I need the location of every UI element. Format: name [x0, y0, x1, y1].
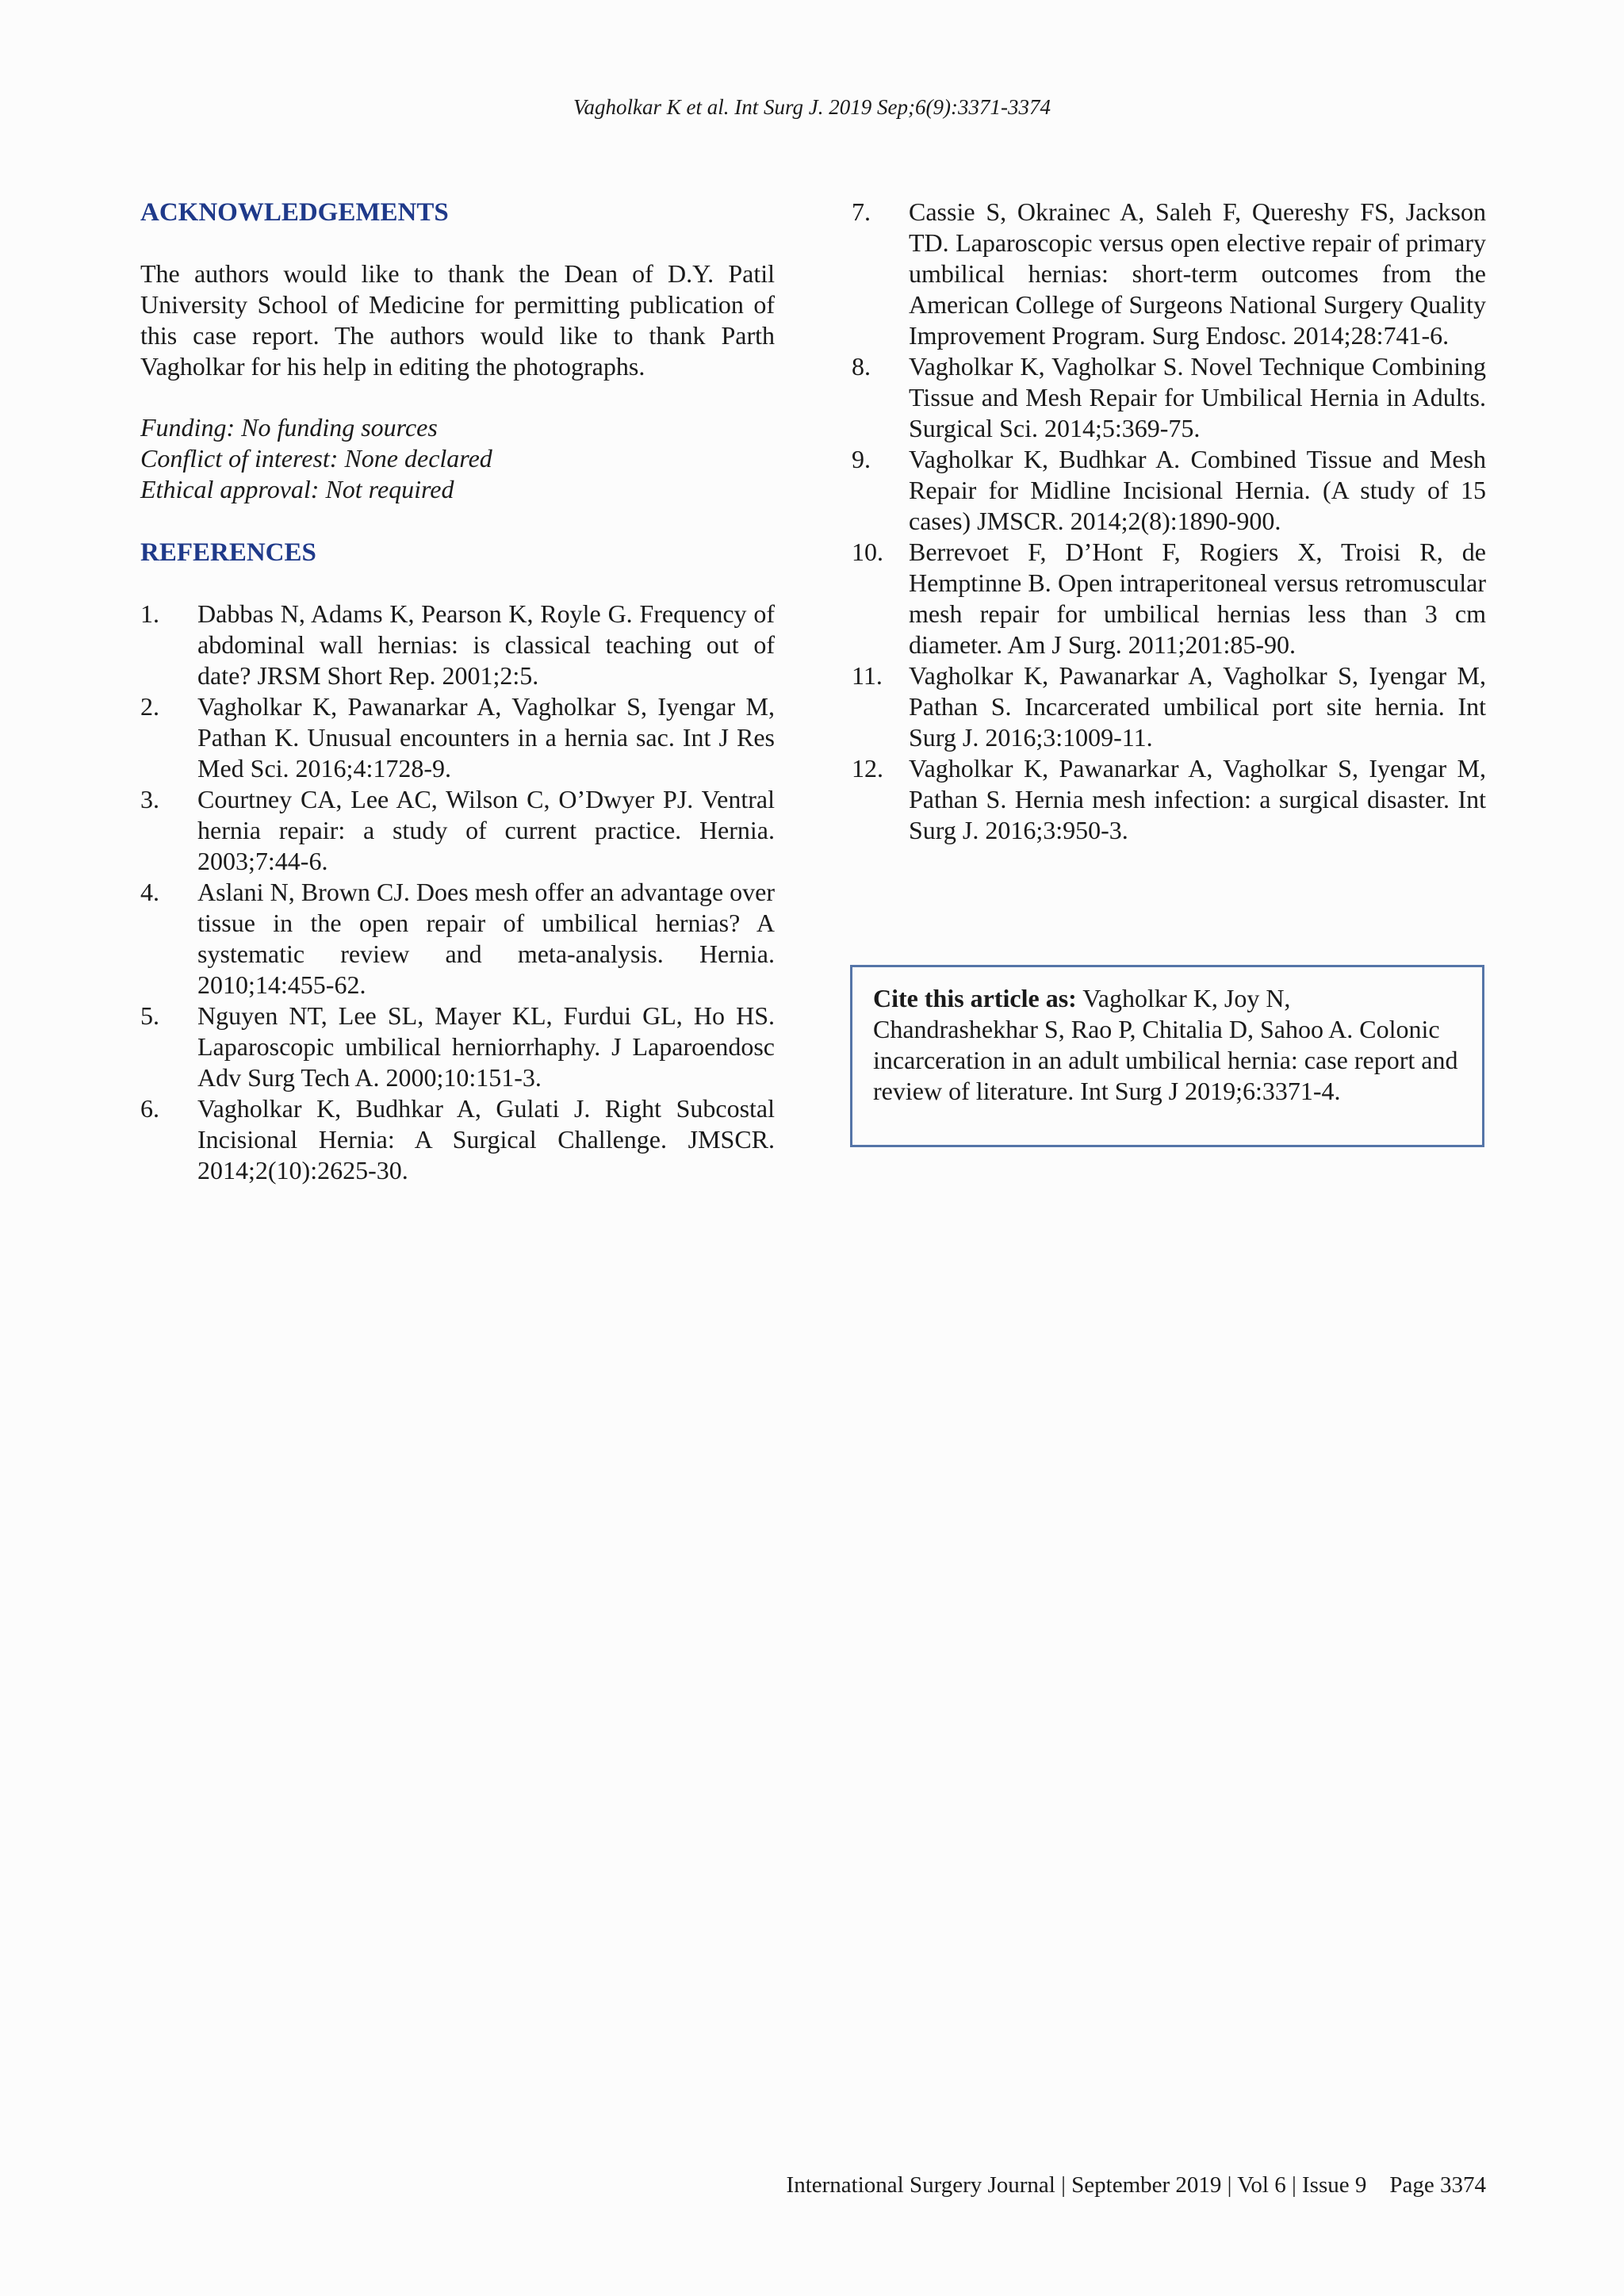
acknowledgements-heading: ACKNOWLEDGEMENTS [140, 198, 449, 227]
reference-item [852, 660, 1486, 753]
reference-item [140, 784, 775, 877]
page-footer: International Surgery Journal | September 2019 | Vol 6 | Issue 9 Page 3374 [786, 2172, 1486, 2198]
reference-text: Aslani N, Brown CJ. Does mesh offer an advantage over tissue in the open repair of umbilical hernias? A systematic review and meta-analysis. Hernia. 2010;14:455-62. [197, 878, 775, 999]
reference-text: Vagholkar K, Pawanarkar A, Vagholkar S, Iyengar M, Pathan S. Hernia mesh infection: a surgical disaster. Int Surg J. 2016;3:950-3. [909, 754, 1486, 844]
reference-number: 10. [852, 538, 883, 566]
reference-text: Berrevoet F, D’Hont F, Rogiers X, Troisi R, de Hemptinne B. Open intraperitoneal versus retromuscular mesh repair for umbilical hernias less than 3 cm diameter. Am J Surg. 2011;201:85-90. [909, 538, 1486, 659]
reference-list-right [852, 197, 1486, 846]
reference-list-left [140, 599, 775, 1186]
conflict-statement: Conflict of interest: None declared [140, 444, 492, 473]
cite-label: Cite this article as: [873, 984, 1077, 1012]
reference-number: 4. [140, 878, 159, 906]
reference-item [140, 877, 775, 1001]
cite-box [850, 965, 1484, 1147]
reference-number: 2. [140, 692, 159, 721]
reference-number: 9. [852, 445, 871, 473]
references-heading: REFERENCES [140, 538, 316, 567]
reference-number: 7. [852, 197, 871, 226]
reference-number: 6. [140, 1094, 159, 1123]
reference-number: 11. [852, 661, 883, 690]
reference-text: Dabbas N, Adams K, Pearson K, Royle G. Frequency of abdominal wall hernias: is classical teaching out of date? JRSM Short Rep. 2001;2:5. [197, 599, 775, 690]
reference-item [852, 753, 1486, 846]
reference-item [852, 197, 1486, 351]
reference-item [140, 1093, 775, 1186]
reference-text: Nguyen NT, Lee SL, Mayer KL, Furdui GL, Ho HS. Laparoscopic umbilical herniorrhaphy. J Laparoendosc Adv Surg Tech A. 2000;10:151-3. [197, 1001, 775, 1092]
reference-number: 1. [140, 599, 159, 628]
reference-item [852, 351, 1486, 444]
reference-number: 8. [852, 352, 871, 381]
reference-number: 5. [140, 1001, 159, 1030]
reference-text: Courtney CA, Lee AC, Wilson C, O’Dwyer PJ. Ventral hernia repair: a study of current practice. Hernia. 2003;7:44-6. [197, 785, 775, 875]
reference-item [140, 1001, 775, 1093]
reference-text: Vagholkar K, Pawanarkar A, Vagholkar S, Iyengar M, Pathan S. Incarcerated umbilical port site hernia. Int Surg J. 2016;3:1009-11. [909, 661, 1486, 752]
left-column [140, 197, 775, 1186]
reference-text: Vagholkar K, Pawanarkar A, Vagholkar S, Iyengar M, Pathan K. Unusual encounters in a hernia sac. Int J Res Med Sci. 2016;4:1728-9. [197, 692, 775, 783]
reference-text: Vagholkar K, Budhkar A. Combined Tissue and Mesh Repair for Midline Incisional Hernia. (A study of 15 cases) JMSCR. 2014;2(8):1890-900. [909, 445, 1486, 535]
reference-item [140, 691, 775, 784]
acknowledgements-text: The authors would like to thank the Dean of D.Y. Patil University School of Medicine for permitting publication of this case report. The authors would like to thank Parth Vagholkar for his help in editing the photographs. [140, 259, 775, 381]
reference-item [852, 537, 1486, 660]
reference-text: Vagholkar K, Budhkar A, Gulati J. Right Subcostal Incisional Hernia: A Surgical Challenge. JMSCR. 2014;2(10):2625-30. [197, 1094, 775, 1184]
reference-item [852, 444, 1486, 537]
reference-item [140, 599, 775, 691]
reference-number: 12. [852, 754, 883, 783]
reference-text: Vagholkar K, Vagholkar S. Novel Technique Combining Tissue and Mesh Repair for Umbilical Hernia in Adults. Surgical Sci. 2014;5:369-75. [909, 352, 1486, 442]
reference-text: Cassie S, Okrainec A, Saleh F, Quereshy FS, Jackson TD. Laparoscopic versus open elective repair of primary umbilical hernias: short-term outcomes from the American College of Surgeons National Surgery Quality Improvement Program. Surg Endosc. 2014;28:741-6. [909, 197, 1486, 350]
cite-text: Vagholkar K, Joy N, Chandrashekhar S, Rao P, Chitalia D, Sahoo A. Colonic incarceration in an adult umbilical hernia: case report and review of literature. Int Surg J 2019;6:3371-4. [873, 984, 1458, 1105]
running-header: Vagholkar K et al. Int Surg J. 2019 Sep;6(9):3371-3374 [573, 95, 1051, 119]
reference-number: 3. [140, 785, 159, 813]
ethical-statement: Ethical approval: Not required [140, 475, 454, 503]
right-column [852, 197, 1486, 846]
funding-statement: Funding: No funding sources [140, 413, 438, 442]
